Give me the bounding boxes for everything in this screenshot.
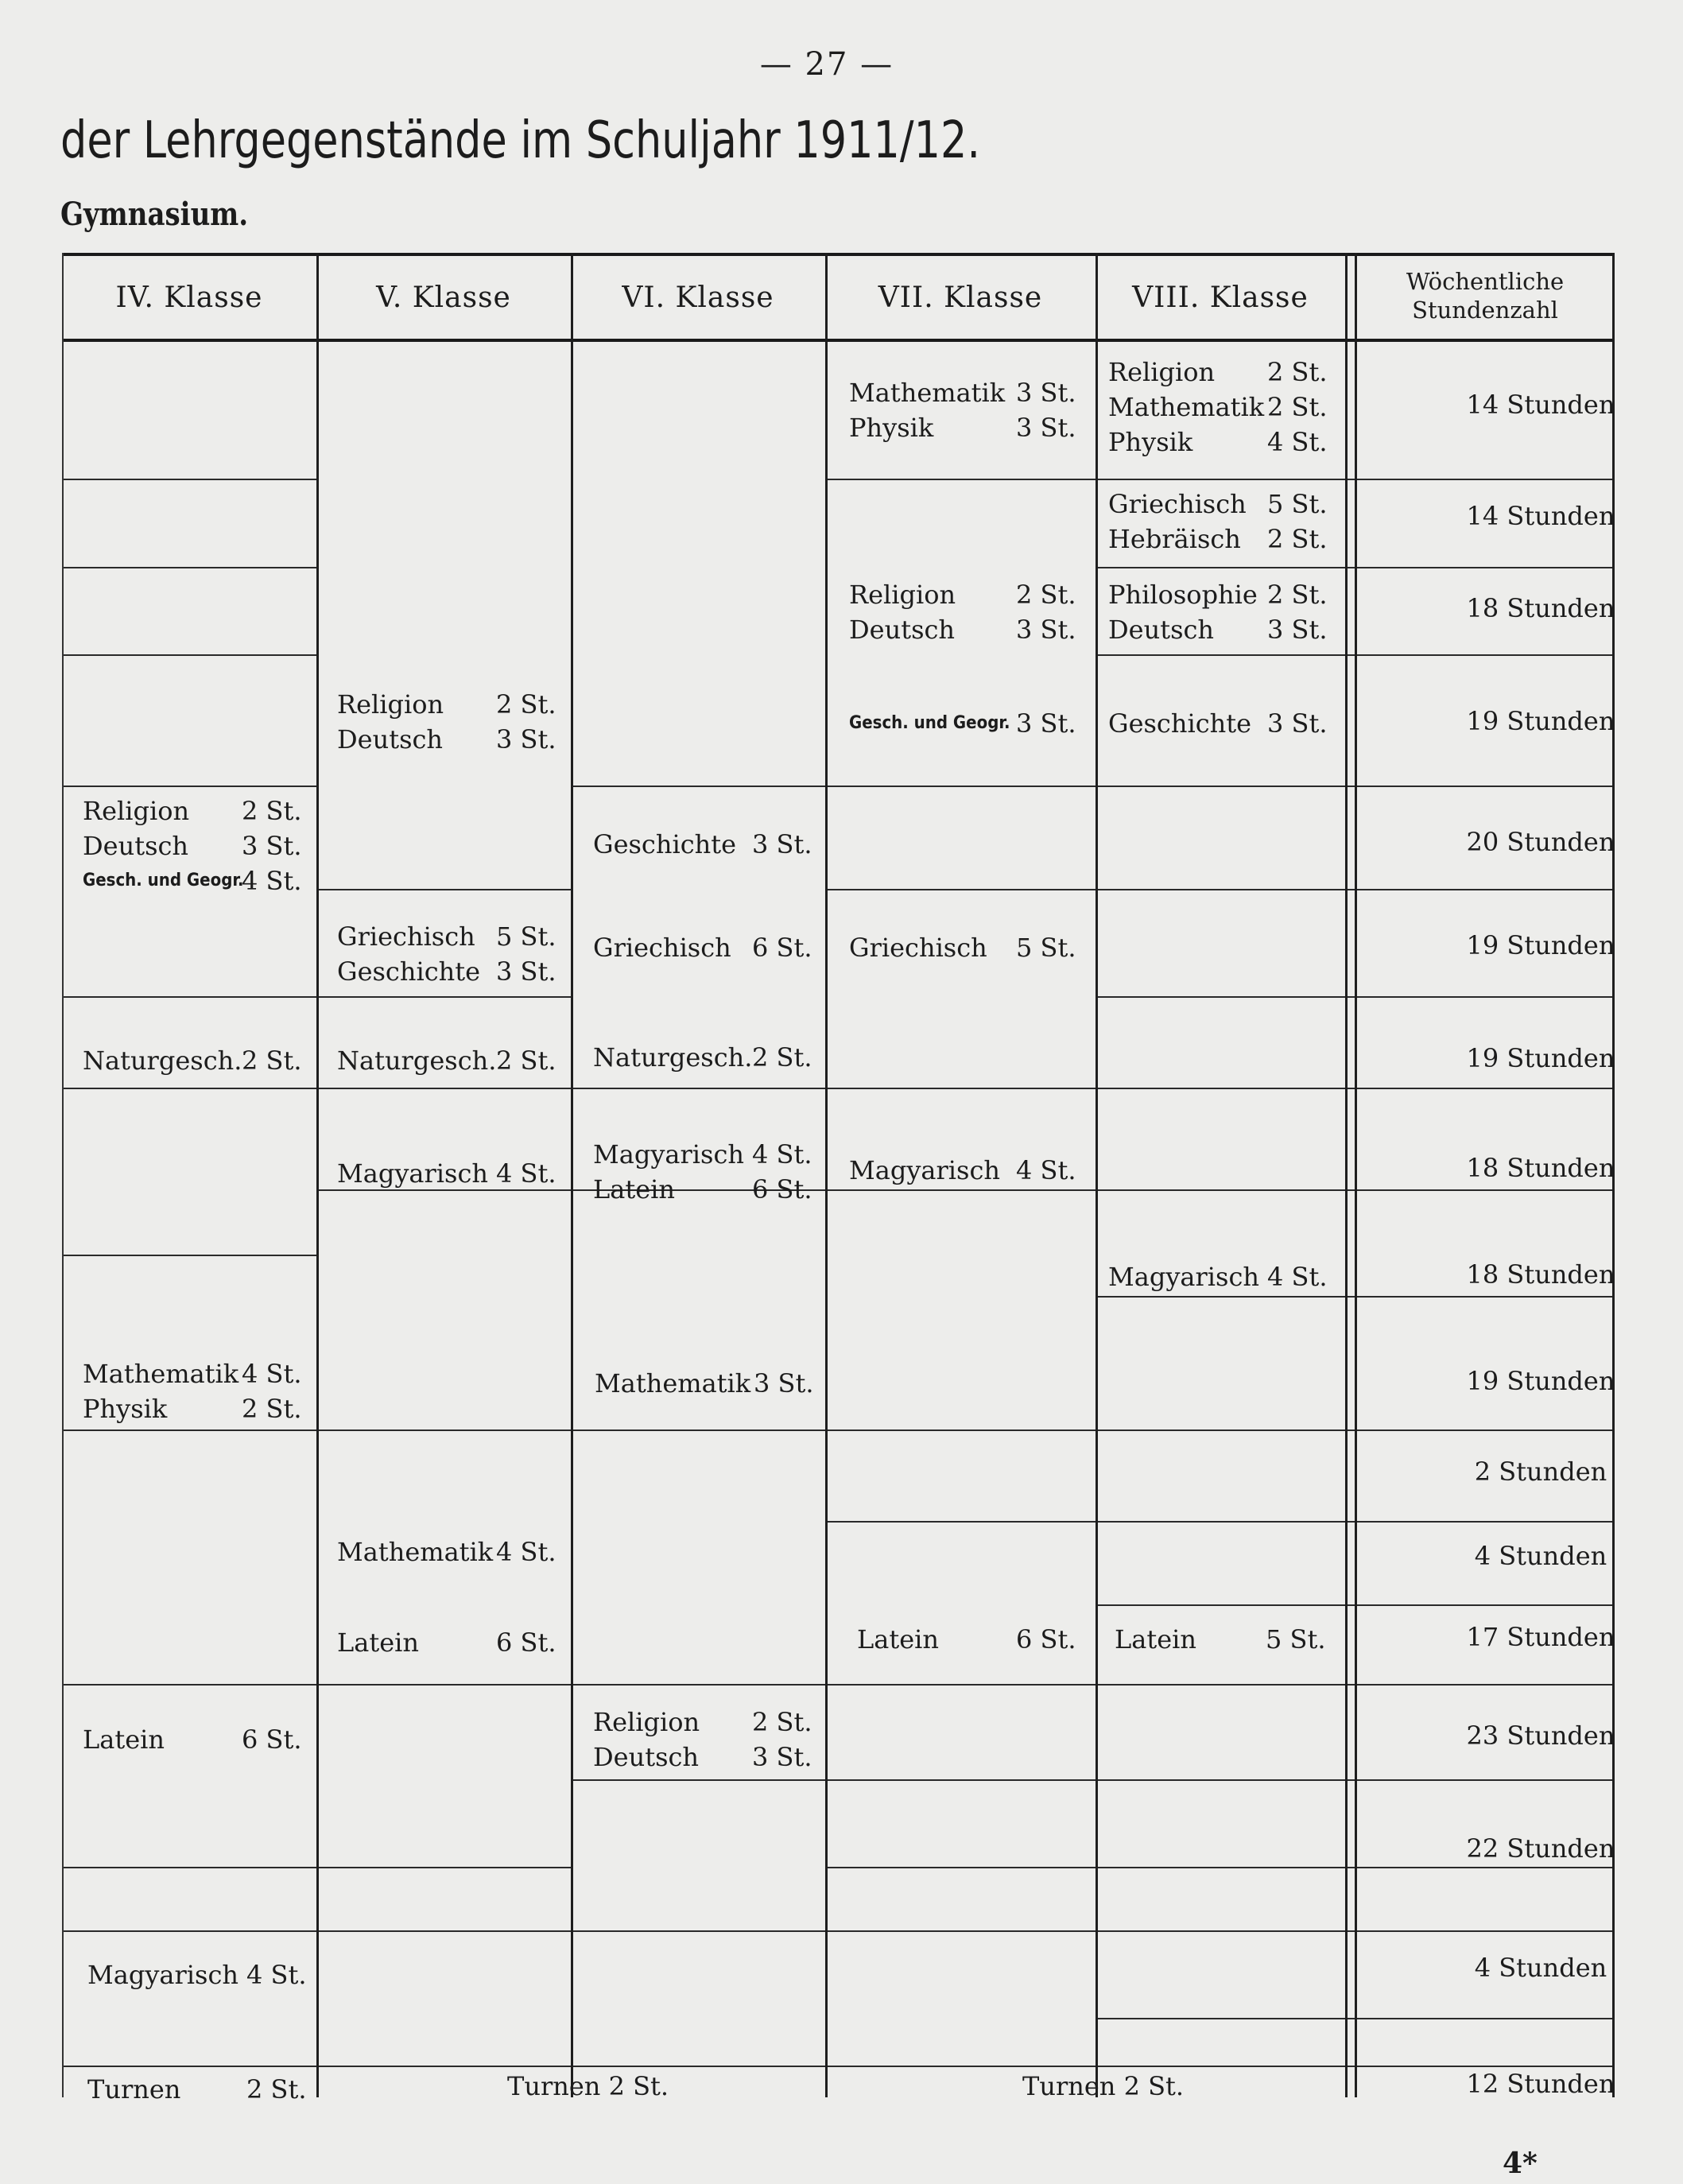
subject: Deutsch (849, 615, 956, 645)
header-bottom-rule (62, 339, 1612, 342)
weekly-hours: 18 Stunden (1466, 1259, 1615, 1290)
subject-hours: 2 St. (496, 1045, 556, 1076)
subject: Geschichte (1108, 708, 1252, 739)
cell-vii-row8 (849, 1153, 1076, 1188)
subject-hours: 2 St. (242, 796, 302, 826)
schedule-table (62, 253, 1615, 2113)
header-vii-klasse: VII. Klasse (878, 281, 1043, 314)
subject: Religion (849, 580, 956, 610)
subject: Mathematik (1108, 392, 1265, 422)
subject-hours: 6 St. (496, 1627, 556, 1658)
header-viii-klasse: VIII. Klasse (1132, 281, 1309, 314)
cell-iv-row14 (83, 1722, 301, 1757)
cell-viii-row17 (1022, 2069, 1184, 2104)
cell-vii-row6 (849, 930, 1076, 965)
subject: Physik (1108, 427, 1193, 457)
weekly-hours: 22 Stunden (1466, 1833, 1615, 1864)
row-rule (62, 786, 316, 787)
subject: Deutsch (337, 724, 444, 755)
weekly-hours: 19 Stunden (1466, 1043, 1615, 1073)
column-rule (571, 253, 573, 2097)
subject-hours: 3 St. (496, 724, 556, 755)
subject: Deutsch (83, 831, 189, 861)
subject-hours: 3 St. (754, 1368, 814, 1398)
subject: Magyarisch (337, 1158, 488, 1189)
subject-hours: 6 St. (242, 1724, 302, 1755)
subject-hours: 3 St. (1267, 615, 1328, 645)
column-rule (1345, 253, 1348, 2097)
subject: Turnen 2 St. (1022, 2071, 1185, 2101)
weekly-hours: 4 Stunden (1474, 1953, 1607, 1983)
footer-mark: 4* (1503, 2147, 1538, 2180)
subject: Naturgesch. (83, 1045, 242, 1076)
subject: Mathematik (83, 1359, 239, 1389)
page-number: — 27 — (759, 46, 894, 83)
row-rule (1096, 996, 1612, 998)
cell-v-row13 (337, 1625, 556, 1660)
subject: Magyarisch (849, 1155, 1000, 1185)
column-rule (1355, 253, 1357, 2097)
subject: Gesch. und Geogr. (83, 871, 244, 890)
column-rule (825, 253, 828, 2097)
subject: Latein (83, 1724, 165, 1755)
subject: Turnen 2 St. (507, 2071, 669, 2101)
row-rule (825, 889, 1612, 890)
weekly-hours: 20 Stunden (1466, 827, 1615, 857)
subject-hours: 5 St. (496, 921, 556, 952)
subject: Latein (593, 1174, 675, 1204)
subject-hours: 4 St. (1267, 1262, 1328, 1292)
weekly-hours: 12 Stunden (1466, 2069, 1615, 2099)
subject: Hebräisch (1108, 524, 1241, 554)
subject: Griechisch (849, 933, 987, 963)
subject-hours: 2 St. (1267, 524, 1328, 554)
cell-iv-row10 (83, 1356, 301, 1426)
weekly-hours: 17 Stunden (1466, 1622, 1615, 1652)
subject-hours: 2 St. (752, 1042, 812, 1073)
weekly-hours: 2 Stunden (1474, 1457, 1607, 1487)
row-rule (1096, 567, 1612, 568)
subject: Geschichte (593, 829, 737, 859)
subject: Naturgesch. (337, 1045, 497, 1076)
row-rule (62, 1255, 316, 1256)
row-rule (62, 1088, 1612, 1089)
subject-hours: 6 St. (752, 933, 812, 963)
subject: Latein (337, 1627, 419, 1658)
subject: Mathematik (595, 1368, 751, 1398)
row-rule (825, 1521, 1612, 1523)
subject: Gesch. und Geogr. (849, 713, 1010, 733)
subject-hours: 2 St. (242, 1045, 302, 1076)
subject-hours: 2 St. (752, 1707, 812, 1737)
row-rule (825, 1867, 1612, 1868)
subject: Deutsch (1108, 615, 1215, 645)
subject: Magyarisch (1108, 1262, 1259, 1292)
subject: Magyarisch (87, 1960, 238, 1990)
row-rule (1096, 2018, 1612, 2019)
subject: Latein (857, 1624, 939, 1654)
subject-hours: 3 St. (1016, 378, 1076, 408)
row-rule (62, 1684, 1612, 1686)
subject-hours: 4 St. (246, 1960, 307, 1990)
cell-viii-row2 (1108, 487, 1327, 557)
cell-vi-row8 (593, 1137, 812, 1207)
section-subtitle: Gymnasium. (60, 196, 249, 233)
cell-viii-row1 (1108, 355, 1327, 460)
subject-hours: 5 St. (1266, 1624, 1326, 1654)
subject-hours: 2 St. (1267, 392, 1328, 422)
subject-hours: 3 St. (1267, 708, 1328, 739)
subject: Religion (593, 1707, 700, 1737)
subject-hours: 4 St. (242, 1359, 302, 1389)
row-rule (316, 889, 571, 890)
column-rule (316, 253, 319, 2097)
subject-hours: 3 St. (1016, 708, 1076, 739)
weekly-hours: 4 Stunden (1474, 1541, 1607, 1571)
subject: Physik (83, 1394, 168, 1424)
subject: Deutsch (593, 1742, 700, 1772)
row-rule (571, 1779, 1612, 1781)
row-rule (571, 786, 1612, 787)
subject-hours: 4 St. (496, 1158, 556, 1189)
subject: Magyarisch (593, 1139, 744, 1170)
subject: Griechisch (593, 933, 731, 963)
subject-hours: 2 St. (242, 1394, 302, 1424)
weekly-hours: 19 Stunden (1466, 1366, 1615, 1396)
weekly-hours: 14 Stunden (1466, 501, 1615, 531)
subject-hours: 2 St. (1267, 357, 1328, 387)
subject-hours: 4 St. (242, 866, 302, 896)
subject-hours: 4 St. (1016, 1155, 1076, 1185)
cell-vi-row14 (593, 1705, 812, 1775)
subject-hours: 2 St. (1267, 580, 1328, 610)
row-rule (62, 479, 316, 480)
subject: Griechisch (337, 921, 475, 952)
cell-v-row4 (337, 687, 556, 757)
subject-hours: 3 St. (496, 956, 556, 987)
subject-hours: 5 St. (1267, 489, 1328, 519)
column-rule (62, 253, 64, 2097)
cell-vii-row4 (849, 706, 1076, 741)
cell-viii-row3 (1108, 577, 1327, 647)
row-rule (62, 1429, 1612, 1431)
subject: Religion (337, 689, 444, 720)
subject-hours: 4 St. (496, 1537, 556, 1567)
subject-hours: 3 St. (1016, 413, 1076, 443)
subject-hours: 3 St. (242, 831, 302, 861)
weekly-hours: 18 Stunden (1466, 1153, 1615, 1183)
cell-vi-row7 (593, 1040, 812, 1075)
cell-iv-row16 (87, 1957, 306, 1992)
cell-v-row12 (337, 1534, 556, 1569)
header-hours (1358, 267, 1612, 324)
weekly-hours: 23 Stunden (1466, 1720, 1615, 1751)
subject: Naturgesch. (593, 1042, 753, 1073)
header-hours-line2: Stundenzahl (1412, 297, 1558, 324)
subject: Griechisch (1108, 489, 1247, 519)
subject-hours: 2 St. (1016, 580, 1076, 610)
cell-viii-row13 (1115, 1622, 1325, 1657)
subject: Religion (83, 796, 190, 826)
weekly-hours: 19 Stunden (1466, 706, 1615, 736)
cell-viii-row9 (1108, 1259, 1327, 1294)
subject: Religion (1108, 357, 1216, 387)
page-title: der Lehrgegenstände im Schuljahr 1911/12. (60, 111, 981, 170)
cell-vii-row3 (849, 577, 1076, 647)
cell-vii-row13 (857, 1622, 1076, 1657)
cell-v-row7 (337, 1043, 556, 1078)
row-rule (62, 567, 316, 568)
weekly-hours: 19 Stunden (1466, 930, 1615, 960)
cell-vii-row1 (849, 375, 1076, 445)
subject: Geschichte (337, 956, 481, 987)
subject-hours: 4 St. (752, 1139, 812, 1170)
subject-hours: 3 St. (752, 1742, 812, 1772)
row-rule (62, 2066, 1612, 2067)
header-iv-klasse: IV. Klasse (115, 281, 263, 314)
cell-vi-row10 (595, 1366, 813, 1401)
cell-iv-row7 (83, 1043, 301, 1078)
header-v-klasse: V. Klasse (376, 281, 511, 314)
subject: Turnen (87, 2074, 181, 2104)
subject: Mathematik (337, 1537, 494, 1567)
row-rule (1096, 654, 1612, 656)
cell-iv-row17 (87, 2072, 306, 2107)
subject: Mathematik (849, 378, 1006, 408)
subject-hours: 3 St. (752, 829, 812, 859)
subject: Physik (849, 413, 934, 443)
row-rule (62, 654, 316, 656)
column-rule (1096, 253, 1098, 2097)
subject: Latein (1115, 1624, 1196, 1654)
subject: Philosophie (1108, 580, 1258, 610)
subject-hours: 3 St. (1016, 615, 1076, 645)
row-rule (62, 1930, 1612, 1932)
row-rule (1096, 1604, 1612, 1606)
header-hours-line1: Wöchentliche (1406, 268, 1565, 295)
subject-hours: 6 St. (1016, 1624, 1076, 1654)
cell-vi-row5 (593, 827, 812, 862)
header-vi-klasse: VI. Klasse (622, 281, 774, 314)
subject-hours: 6 St. (752, 1174, 812, 1204)
cell-v-row8 (337, 1156, 556, 1191)
table-top-rule (62, 253, 1612, 256)
subject-hours: 2 St. (246, 2074, 307, 2104)
cell-viii-row4 (1108, 706, 1327, 741)
subject-hours: 5 St. (1016, 933, 1076, 963)
cell-iv-row5 (83, 793, 301, 898)
weekly-hours: 18 Stunden (1466, 593, 1615, 623)
cell-vi-row6 (593, 930, 812, 965)
row-rule (1096, 1296, 1612, 1298)
cell-vi-row17 (507, 2069, 669, 2104)
subject-hours: 4 St. (1267, 427, 1328, 457)
weekly-hours: 14 Stunden (1466, 390, 1615, 420)
row-rule (825, 479, 1612, 480)
cell-v-row6 (337, 919, 556, 989)
subject-hours: 2 St. (496, 689, 556, 720)
